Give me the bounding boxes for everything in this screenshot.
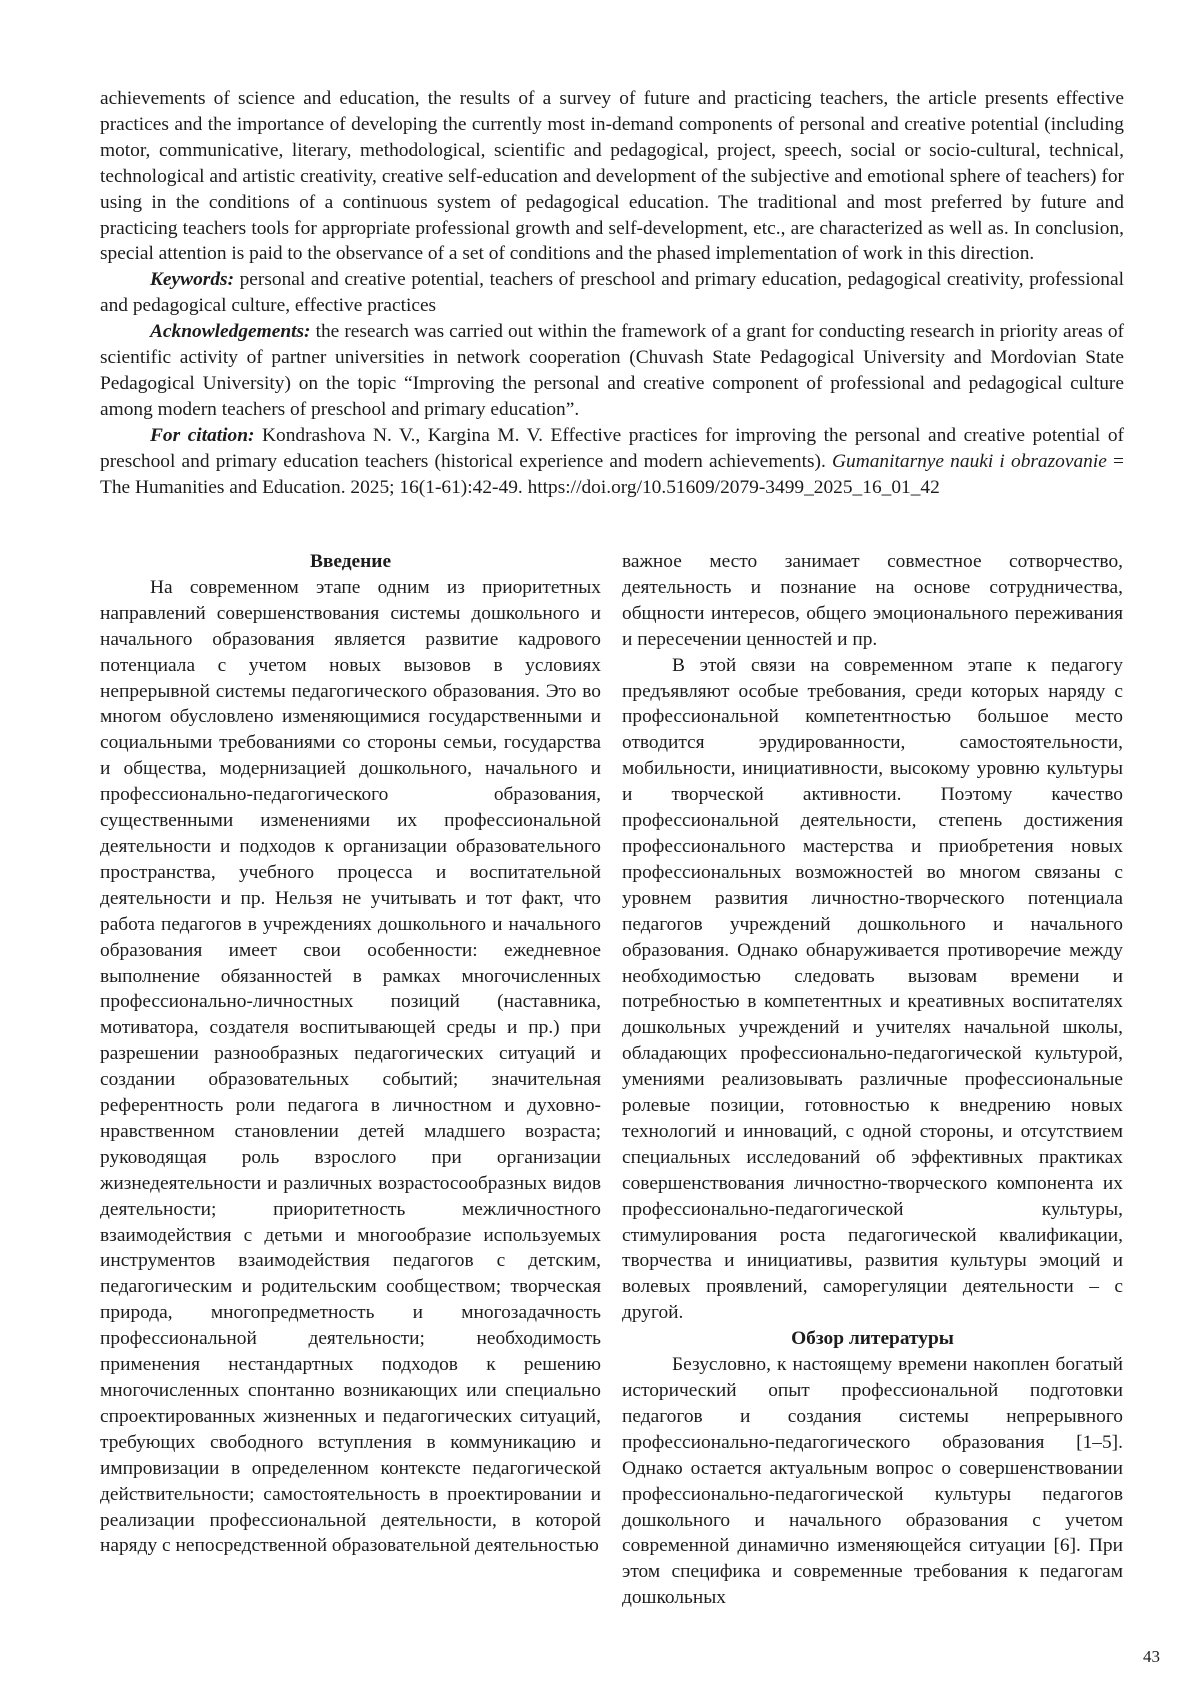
literature-review-heading: Обзор литературы (791, 1328, 954, 1350)
continuation-paragraph: важное место занимает совместное сотворчество, деятельность и познание на основе сотрудничества, общности интересов, общего эмоционального переживания и пересечении ценностей и пр. (622, 551, 1123, 650)
abstract-text: achievements of science and education, the results of a survey of future and practicing teachers, the article presents effective practices and the importance of developing the currently most in-demand components of personal and creative potential (including motor, communicative, literary, methodological, scientific and pedagogical, project, speech, social or socio-cultural, technical, technological and artistic creativity, creative self-education and development of the subjective and emotional sphere of teachers) for using in the conditions of a continuous system of pedagogical education. The traditional and most preferred by future and practicing teachers tools for appropriate professional growth and self-development, etc., are characterized as well as. In conclusion, special attention is paid to the observance of a set of conditions and the phased implementation of work in this direction. (100, 88, 1124, 265)
citation-text: Kondrashova N. V., Kargina M. V. Effective practices for improving the personal and creative potential of preschool and primary education teachers (historical experience and modern achievements). (100, 424, 1124, 472)
literature-review-paragraph: Безусловно, к настоящему времени накоплен богатый исторический опыт профессиональной подготовки педагогов и создания системы непрерывного профессионально-педагогического образования [1–5]. Однако остается актуальным вопрос о совершенствовании профессионально-педагогической культуры педагогов дошкольного и начального образования с учетом современной динамично изменяющейся ситуации [6]. При этом специфика и современные требования к педагогам дошкольных (622, 1354, 1123, 1609)
citation-paragraph (100, 423, 1124, 501)
acknowledgements-text: the research was carried out within the framework of a grant for conducting research in priority areas of scientific activity of partner universities in network cooperation (Chuvash State Pedagogical University and Mordovian State Pedagogical University) on the topic “Improving the personal and creative component of professional and pedagogical culture among modern teachers of preschool and primary education”. (100, 321, 1124, 420)
abstract-block (100, 86, 1124, 501)
page-number: 43 (1143, 1647, 1160, 1666)
introduction-paragraph: На современном этапе одним из приоритетных направлений совершенствования системы дошкольного и начального образования является развитие кадрового потенциала с учетом новых вызовов в условиях непрерывной системы педагогического образования. Это во многом обусловлено изменяющимися государственными и социальными требованиями со стороны семьи, государства и общества, модернизацией дошкольного, начального и профессионально-педагогического образования, существенными изменениями их профессиональной деятельности и подходов к организации образовательного пространства, учебного процесса и воспитательной деятельности и пр. Нельзя не учитывать и тот факт, что работа педагогов в учреждениях дошкольного и начального образования имеет свои особенности: ежедневное выполнение обязанностей в рамках многочисленных профессионально-личностных позиций (наставника, мотиватора, создателя воспитывающей среды и пр.) при разрешении разнообразных педагогических ситуаций и создании образовательных событий; значительная референтность роли педагога в личностном и духовно-нравственном становлении детей младшего возраста; руководящая роль взрослого при организации жизнедеятельности и различных возрастосообразных видов деятельности; приоритетность межличностного взаимодействия с детьми и многообразие используемых инструментов взаимодействия педагогов с детским, педагогическим и родительским сообществом; творческая природа, многопредметность и многозадачность профессиональной деятельности; необходимость применения нестандартных подходов к решению многочисленных спонтанно возникающих или специально спроектированных жизненных и педагогических ситуаций, требующих свободного вступления в коммуникацию и импровизации в определенном контексте педагогической действительности; самостоятельность в проектировании и реализации профессиональной деятельности, в которой наряду с непосредственной образовательной деятельностью (100, 576, 601, 1557)
introduction-heading: Введение (309, 551, 392, 572)
keywords-label: Keywords: (150, 269, 235, 291)
keywords-text: personal and creative potential, teachers of preschool and primary education, pedagogical creativity, professional and pedagogical culture, effective practices (100, 269, 1124, 317)
acknowledgements-label: Acknowledgements: (150, 321, 311, 343)
citation-journal: Gumanitarnye nauki i obrazovanie (832, 450, 1107, 472)
left-column (100, 549, 601, 1559)
requirements-paragraph: В этой связи на современном этапе к педагогу предъявляют особые требования, среди которых наряду с профессиональной компетентностью большое место отводится эрудированности, самостоятельности, мобильности, инициативности, высокому уровню культуры и творческой активности. Поэтому качество профессиональной деятельности, степень достижения профессионального мастерства и приобретения новых профессиональных возможностей во многом связаны с уровнем развития личностно-творческого потенциала педагогов учреждений дошкольного и начального образования. Однако обнаруживается противоречие между необходимостью следовать вызовам времени и потребностью в компетентных и креативных воспитателях дошкольных учреждений и учителях начальной школы, обладающих профессионально-педагогической культурой, умениями реализовывать различные профессиональные ролевые позиции, готовностью к внедрению новых технологий и инноваций, с одной стороны, и отсутствием специальных исследований об эффективных практиках совершенствования личностно-творческого компонента их профессионально-педагогической культуры, стимулирования роста педагогической квалификации, творчества и инициативы, развития культуры эмоций и волевых проявлений, саморегуляции деятельности – с другой. (622, 654, 1123, 1324)
keywords-paragraph (100, 267, 1124, 319)
acknowledgements-paragraph (100, 319, 1124, 423)
citation-tail: = The Humanities and Education. 2025; 16(1-61):42-49. https://doi.org/10.51609/2079-3499_2025_16_01_42 (100, 450, 1124, 498)
right-column (622, 549, 1123, 1611)
citation-label: For citation: (150, 424, 255, 446)
